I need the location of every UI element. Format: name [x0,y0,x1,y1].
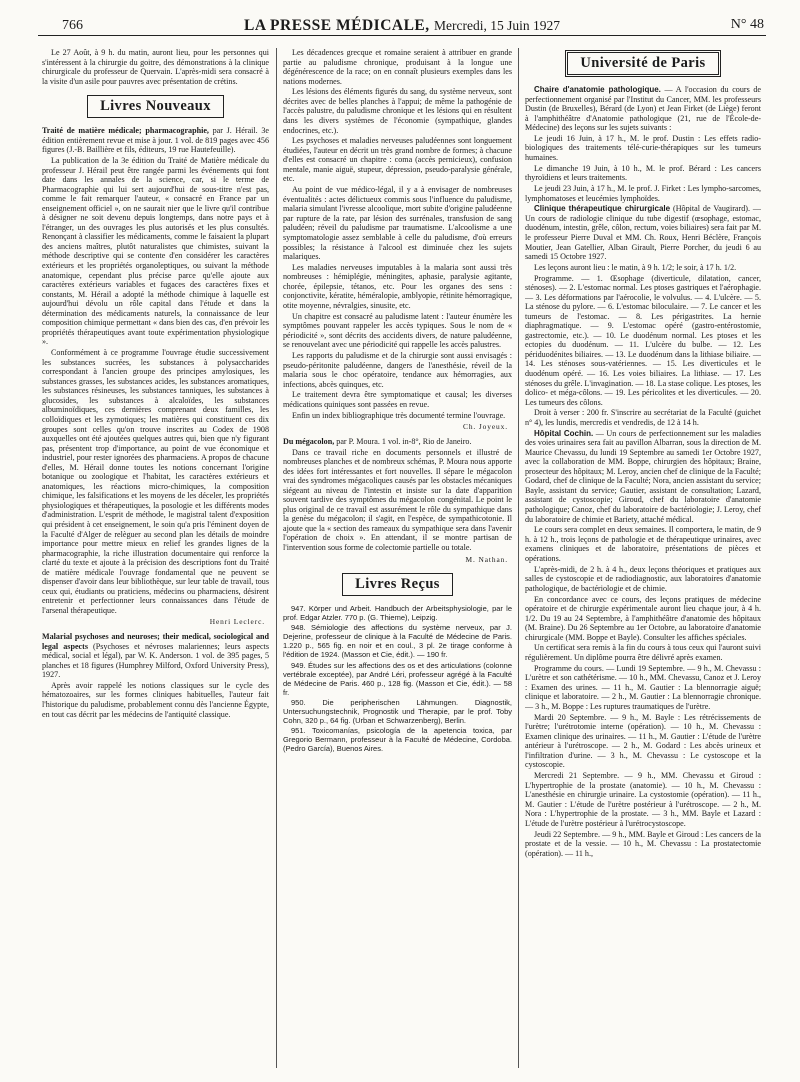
section-livres-recus [283,573,512,596]
review-paragraph: Les psychoses et maladies nerveuses paludéennes sont longuement étudiées, l'auteur en décrit un très grand nombre de formes; à chacune d'elles est consacré un chapitre : coma (accès pernicieux), confusion mentale, manie aiguë, stupeur, dépression, pseudo-paralysie générale, etc. [283,136,512,184]
notice-paragraph: Le dimanche 19 Juin, à 10 h., M. le prof. Bérard : Les cancers thyroïdiens et leurs traitements. [525,163,761,183]
review-paragraph: Après avoir rappelé les notions classiques sur le cycle des hématozoaires, sur les formes cliniques habituelles, l'auteur fait l'historique du paludisme, probablement connu dès l'ancienne Égypte, en tout cas décrit par les médecins de l'antiquité classique. [42,680,269,719]
column-rule-left [276,48,277,1068]
issue-date: Mercredi, 15 Juin 1927 [434,18,560,33]
column-middle [283,48,512,1070]
review-paragraph: Les décadences grecque et romaine seraient à attribuer en grande partie au paludisme chronique, produisant à la longue une dégénérescence de la race; on en connaît plusieurs exemples dans les nations modernes. [283,48,512,86]
notice-paragraph: Hôpital Cochin. — Un cours de perfectionnement sur les maladies des voies urinaires sera fait au pavillon Albarran, sous la direction de M. Maurice Chevassu, du lundi 19 Septembre au samedi 1er Octobre 1927, avec la collaboration de MM. Boppe, chirurgien des hôpitaux; Braine, prosecteur des hôpitaux; M. Leroy, ancien chef de clinique de la Faculté; Godard, chef de clinique de la Faculté; Nora, ancien assistant du service; Bayle, assistant du service; Gautier, assistant de consultation; Lazard, assistant de cystoscopie; Giroud, chef du laboratoire d'anatomie pathologique; Canoz, chef du laboratoire de bactériologie; J. Leroy, chef du laboratoire de chimie et Bariety, attaché médical. [525,428,761,524]
review-signature: M. Nathan. [465,554,508,564]
book-reference: (Psychoses et névroses malariennes; leurs aspects médical, social et légal), par W. K. Anderson. 1 vol. de 395 pages, 5 planches et 18 figures (Humphrey Milford, Oxford University Press), 1927. [42,641,269,680]
notice-paragraph: Un certificat sera remis à la fin du cours à tous ceux qui l'auront suivi régulièrement. Un diplôme pourra être délivré après examen. [525,643,761,662]
review-paragraph: Au point de vue médico-légal, il y a à envisager de nombreuses éventualités : actes délictueux commis sous l'influence du paludisme, malaria simulant l'ivresse alcoolique, mort subite d'origine paludéenne par rupture de la rate, par lésion des surrénales, transfusion de sang paludéen; réveil du paludisme par traumatisme. L'alcoolisme a une symptomatologie assez semblable à celle du paludisme, d'où erreurs possibles; la résistance à l'alcool est diminuée chez les sujets malariques. [283,185,512,262]
issue-number: N° 48 [730,17,764,32]
notice-heading: Hôpital Cochin. [534,428,594,438]
notice-paragraph: Le jeudi 23 Juin, à 17 h., M. le prof. J. Firket : Les lympho-sarcomes, lymphomatoses et leucémies lymphoïdes. [525,184,761,203]
book-reference: par P. Moura. 1 vol. in-8°, Rio de Janeiro. [334,436,472,446]
notice-paragraph: En concordance avec ce cours, des leçons pratiques de médecine opératoire et de chirurgie expérimentale auront lieu chaque jour, à 4 h. 1/2. Du 19 au 24 Septembre, à l'amphithéâtre d'anatomie des hôpitaux (M. Braine). Du 26 Septembre au 1er Octobre, au laboratoire d'anatomie chirurgicale (MM. Boppe et Bayle). Consulter les affiches spéciales. [525,594,761,642]
list-item: 948. Sémiologie des affections du système nerveux, par J. Dejerine, professeur de clinique à la Faculté de Médecine de Paris. 1.220 p., 565 fig. en noir et en coul., 3 pl. 2e tirage conforme à l'édition de 1924. (Masson et Cie, édit.). — 190 fr. [283,623,512,660]
section-livres-nouveaux [42,95,269,118]
notice-heading: Clinique thérapeutique chirurgicale [534,204,671,214]
notice-paragraph: Mercredi 21 Septembre. — 9 h., MM. Chevassu et Giroud : L'hypertrophie de la prostate (anatomie). — 10 h., M. Chevassu : L'anesthésie en chirurgie urinaire. La cystostomie (opération). — 11 h., M. Gautier : L'étude de l'urètre postérieur à l'urétroscope. — 2 h., M. Nora : L'hypertrophie de la prostate. — 3 h., MM. Bayle et Lazard : L'étude de l'urètre postérieur à l'urétrocystoscope. [525,771,761,828]
notice-paragraph: Programme du cours. — Lundi 19 Septembre. — 9 h., M. Chevassu : L'urètre et son cathétérisme. — 10 h., MM. Chevassu, Canoz et J. Leroy : Examen des urines. — 11 h., M. Gautier : La blennorragie aiguë; clinique et laboratoire. — 2 h., M. Gautier : La blennorragie chronique. — 3 h., M. Boppe : Les ruptures traumatiques de l'urètre. [525,663,761,711]
notice-paragraph: Programme. — 1. Œsophage (diverticule, dilatation, cancer, sténoses). — 2. L'estomac normal. Les ptoses gastriques et l'aérophagie. — 3. Les déformations par l'aérocolie, le volvulus. — 4. L'ulcère. — 5. La sténose du pylore. — 6. L'estomac biloculaire. — 7. Le cancer et les tumeurs de l'estomac. — 8. Les périgastrites. La hernie diaphragmatique. — 9. L'estomac opéré (gastro-entérostomie, gastrectomie, etc.). — 10. Le duodénum normal. Les ptoses et les ectopies du duodénum. — 11. L'ulcère du bulbe. — 12. Les périduodénites biliaires. — 13. Le duodénum dans la lithiase biliaire. — 14. Les sténoses sous-vatériennes. — 15. Les diverticules et le duodénum opéré. — 16. Les voies biliaires. La lithiase. — 17. Les sténoses du grêle. L'invagination. — 18. La stase colique. Les ptoses, les dolico- et méga-côlons. — 19. Les péricolites et les diverticules. — 20. Les tumeurs des côlons. [525,273,761,407]
received-books-list [283,604,512,753]
journal-name: LA PRESSE MÉDICALE, [244,17,430,34]
notice-paragraph: Droit à verser : 200 fr. S'inscrire au secrétariat de la Faculté (guichet n° 4), les lundis, mercredis et vendredis, de 12 à 14 h. [525,408,761,427]
section-title: Livres Nouveaux [87,95,224,118]
list-item: 951. Toxicomanías, psicología de la apetencia toxica, par Gregorio Bermann, professeur à la Faculté de Médecine, Cordoba. (Pedro García), Buenos Aires. [283,725,512,753]
list-item: 950. Die peripherischen Lähmungen. Diagnostik, Untersuchungstechnik, Prognostik und Therapie, par le prof. Toby Cohn, 320 p., 64 fig. (Urban et Schwarzenberg), Berlin. [283,697,512,725]
review-paragraph: Dans ce travail riche en documents personnels et illustré de nombreuses planches et de nombreux schémas, P. Moura nous apporte des idées fort intéressantes et fort nouvelles. Il sépare le mégacolon vrai des syndromes mégacoliques causés par les obstacles mécaniques siégeant au niveau de l'intestin et insiste sur la date d'apparition souvent tardive des symptômes du mégacolon congénital. Le point le plus original de ce travail est assurément le rôle du sympathique dans la genèse du mégacolon; il s'agit, en l'espèce, de sympathicotonie. Il ajoute que la « section des rameaux du sympathique sera dans l'avenir l'opération de choix ». En attendant, il se montre partisan de l'intervention sous forme de colectomie partielle ou totale. [283,447,512,553]
book-reference: par J. Hérail. 3e édition entièrement revue et mise à jour. 1 vol. de 819 pages avec 456 figures (J.-B. Baillière et fils, éditeurs, 19 rue Hautefeuille). [42,126,269,155]
review-paragraph: Un chapitre est consacré au paludisme latent : l'auteur énumère les symptômes pouvant rappeler les accès typiques. Sous le nom de « périodicité », sont décrits des accidents divers, de nature paludéenne, se renouvelant avec une périodicité qui rappelle les accès palustres. [283,311,512,350]
review-signature: Ch. Joyeux. [462,422,508,432]
notice-paragraph: Le jeudi 16 Juin, à 17 h., M. le prof. Dustin : Les effets radio-biologiques des traitements télé-curie-thérapiques sur les tumeurs humaines. [525,133,761,163]
notice-paragraph: Jeudi 22 Septembre. — 9 h., MM. Bayle et Giroud : Les cancers de la prostate et de la vessie. — 10 h., M. Chevassu : La prostatectomie (opération). — 11 h., [525,829,761,858]
notice-paragraph: Clinique thérapeutique chirurgicale (Hôpital de Vaugirard). — Un cours de radiologie clinique du tube digestif (œsophage, estomac, duodénum, intestin, grêle, côlon, rectum, voies biliaires) sera fait par M. le professeur Pierre Duval et MM. Ch. Roux, Henri Béclère, François Moutier, Jean Gatellier, Alban Girault, Pierre Porcher, du jeudi 6 au samedi 15 Octobre 1927. [525,204,761,262]
book-title: Malarial psychoses and neuroses; their medical, sociological and legal aspects [42,632,269,651]
book-entry [42,632,269,680]
column-rule-right [518,48,519,1068]
review-paragraph: Enfin un index bibliographique très documenté termine l'ouvrage. [292,410,506,420]
review-paragraph: Le traitement devra être symptomatique et causal; les diverses médications quiniques sont passées en revue. [283,390,512,409]
column-right [525,48,761,1070]
notice-paragraph: Chaire d'anatomie pathologique. — A l'occasion du cours de perfectionnement organisé par l'Institut du Cancer, MM. les professeurs Dustin (de Bruxelles), Bérard (de Lyon) et Jean Firket (de Liège) feront à l'amphithéâtre d'Anatomie pathologique (21, rue de l'École-de-Médecine) des leçons sur les sujets suivants : [525,85,761,133]
review-paragraph: Les maladies nerveuses imputables à la malaria sont aussi très nombreuses : hémiplégie, méningites, aphasie, paralysie agitante, chorée, épilepsie, tétanos, etc. Pour les organes des sens : conjonctivite, kératite, héméralopie, amblyopie, rétinite hémorragique, otite moyenne, névralgies, sinusite, etc. [283,262,512,310]
review-signature: Henri Leclerc. [209,617,265,627]
review-paragraph: Les rapports du paludisme et de la chirurgie sont aussi envisagés : pseudo-péritonite paludéenne, dangers de l'anesthésie, réveil de la malaria sous le choc opératoire, tendance aux hémorragies, aux infections, abcès quinques, etc. [283,351,512,389]
review-paragraph: Conformément à ce programme l'ouvrage étudie successivement les substances sucrées, les substances à polysaccharides correspondant à l'ancien groupe des principes amylosiques, les substances grasses, les substances acides, les substances aromatiques, les substances résineuses, les substances tanniques, les substances à glucosides, les substances à alcaloïdes, les substances albuminoïdiques, ces dernières comprenant deux familles, les colloïdiques et les zymotiques; les matières qui constituent ces dix groupes sont celles qu'on trouve inscrites au Codex de 1908 auxquelles ont été ajoutées quelques autres qui, bien que n'y figurant pas, présentent trop d'importance, au point de vue économique et industriel, pour rester ignorées des pharmaciens. A propos de chacune d'elles, M. Hérail donne toutes les notions concernant l'origine botanique ou zoologique et l'habitat, les caractères extérieurs et anatomiques, les réactions micro-chimiques, la composition chimique, les falsifications et les moyens de les déceler, les propriétés physiologiques et thérapeutiques, la posologie et les différents modes d'administration. L'esprit de méthode, le magistral talent d'exposition qui président à cet enseignement, le soin qu'a pris l'éminent doyen de la Faculté d'Alger de relèguer au second plan les détails de moindre importance pour mettre mieux en relief les grandes lignes de la pharmacographie, la riche illustration documentaire qui renforce la clarté du texte et ajoute à la précision des descriptions font du Traité de matière médicale l'ouvrage fondamental que ne peuvent se dispenser d'avoir dans leur bibliothèque, sur leur table de travail, tous ceux qui, étudiants ou praticiens, médecins ou pharmaciens, désirent entretenir et perfectionner leurs connaissances dans l'étude de l'arsenal thérapeutique. [42,348,269,615]
list-item: 947. Körper und Arbeit. Handbuch der Arbeitsphysiologie, par le prof. Edgar Atzler. 770 p. (G. Thieme), Leipzig. [283,604,512,623]
intro-paragraph: Le 27 Août, à 9 h. du matin, auront lieu, pour les personnes qui s'intéressent à la chirurgie du goitre, des démonstrations à la clinique chirurgicale du professeur de Quervain. L'après-midi sera consacré à la visite d'un asile pour pauvres avec présentation de crétins. [42,48,269,86]
section-universite [525,50,761,77]
notice-paragraph: Le cours sera complet en deux semaines. Il comportera, le matin, de 9 h. à 12 h., trois leçons de pathologie et de thérapeutique urinaires, avec examens cliniques et de laboratoire, présentations de pièces et opérations. [525,525,761,563]
review-paragraph: Les lésions des éléments figurés du sang, du système nerveux, sont décrites avec de belles planches à l'appui; de même la pathogénie de l'accès palustre, du paludisme chronique et les lésions qui en résultent dans les divers systèmes de l'économie (sympathique, glandes endocrines, etc.). [283,87,512,135]
page-number: 766 [62,18,83,33]
section-title: Université de Paris [565,50,720,77]
page-header [38,12,766,36]
column-left [42,48,269,1070]
book-entry [283,437,512,447]
notice-paragraph: Les leçons auront lieu : le matin, à 9 h. 1/2; le soir, à 17 h. 1/2. [534,262,737,272]
book-title: Traité de matière médicale; pharmacographie, [42,126,209,136]
notice-heading: Chaire d'anatomie pathologique. [534,85,661,94]
book-title: Du mégacolon, [283,436,335,446]
list-item: 949. Études sur les affections des os et des articulations (colonne vertébrale exceptée), par André Léri, professeur agrégé à la Faculté de Médecine de Paris. 460 p., 128 fig. (Masson et Cie, édit.). — 58 fr. [283,660,512,697]
book-entry [42,126,269,155]
review-paragraph: La publication de la 3e édition du Traité de Matière médicale du professeur J. Hérail peut être rangée parmi les événements qui font date dans les annales de la science, car, si le terme de Pharmacographie qui lui sert aujourd'hui de sous-titre n'est pas, comme le fait remarquer l'auteur, « consacré en France par un enseignement officiel », on ne saurait nier que le livre qu'il contribue à désigner ne soit devenu depuis longtemps, dans notre pays et à l'étranger, un des ouvrages les plus autorisés et les plus consultés. Renonçant à classifier les médicaments, comme le faisaient la plupart des anciens maîtres, plutôt naturalistes que chimistes, suivant la méthode descriptive qui se contente d'en considérer les caractères extérieurs et les propriétés organoleptiques, ou suivant la méthode anatomique, cependant plus précise parce qu'elle ajoute aux caractères extérieurs variables et fugaces des caractères fixes et constants, M. Hérail a adopté la méthode chimique à laquelle est aujourd'hui dévolu un rôle capital dans l'étude et dans la détermination des médicaments naturels, la connaissance de leur composition chimique permettant « dans bien des cas, d'en prévoir les propriétés thérapeutiques avant toute expérimentation physiologique ». [42,156,269,347]
notice-paragraph: Mardi 20 Septembre. — 9 h., M. Bayle : Les rétrécissements de l'urètre; l'urétrotomie interne (opération). — 10 h., M. Chevassu : Examen clinique des urinaires. — 11 h., M. Gautier : L'étude de l'urètre antérieur à l'urétroscope. — 2 h., M. Godard : Les abcès urineux et l'infiltration d'urine. — 3 h., M. Chevassu : Le cystoscope et la cystoscopie. [525,712,761,770]
section-title: Livres Reçus [342,573,453,596]
notice-paragraph: L'après-midi, de 2 h. à 4 h., deux leçons théoriques et pratiques aux salles de cystoscopie et de radiodiagnostic, aux laboratoires d'anatomie pathologique, de bactériologie et de chimie. [525,564,761,593]
journal-title [38,17,766,35]
